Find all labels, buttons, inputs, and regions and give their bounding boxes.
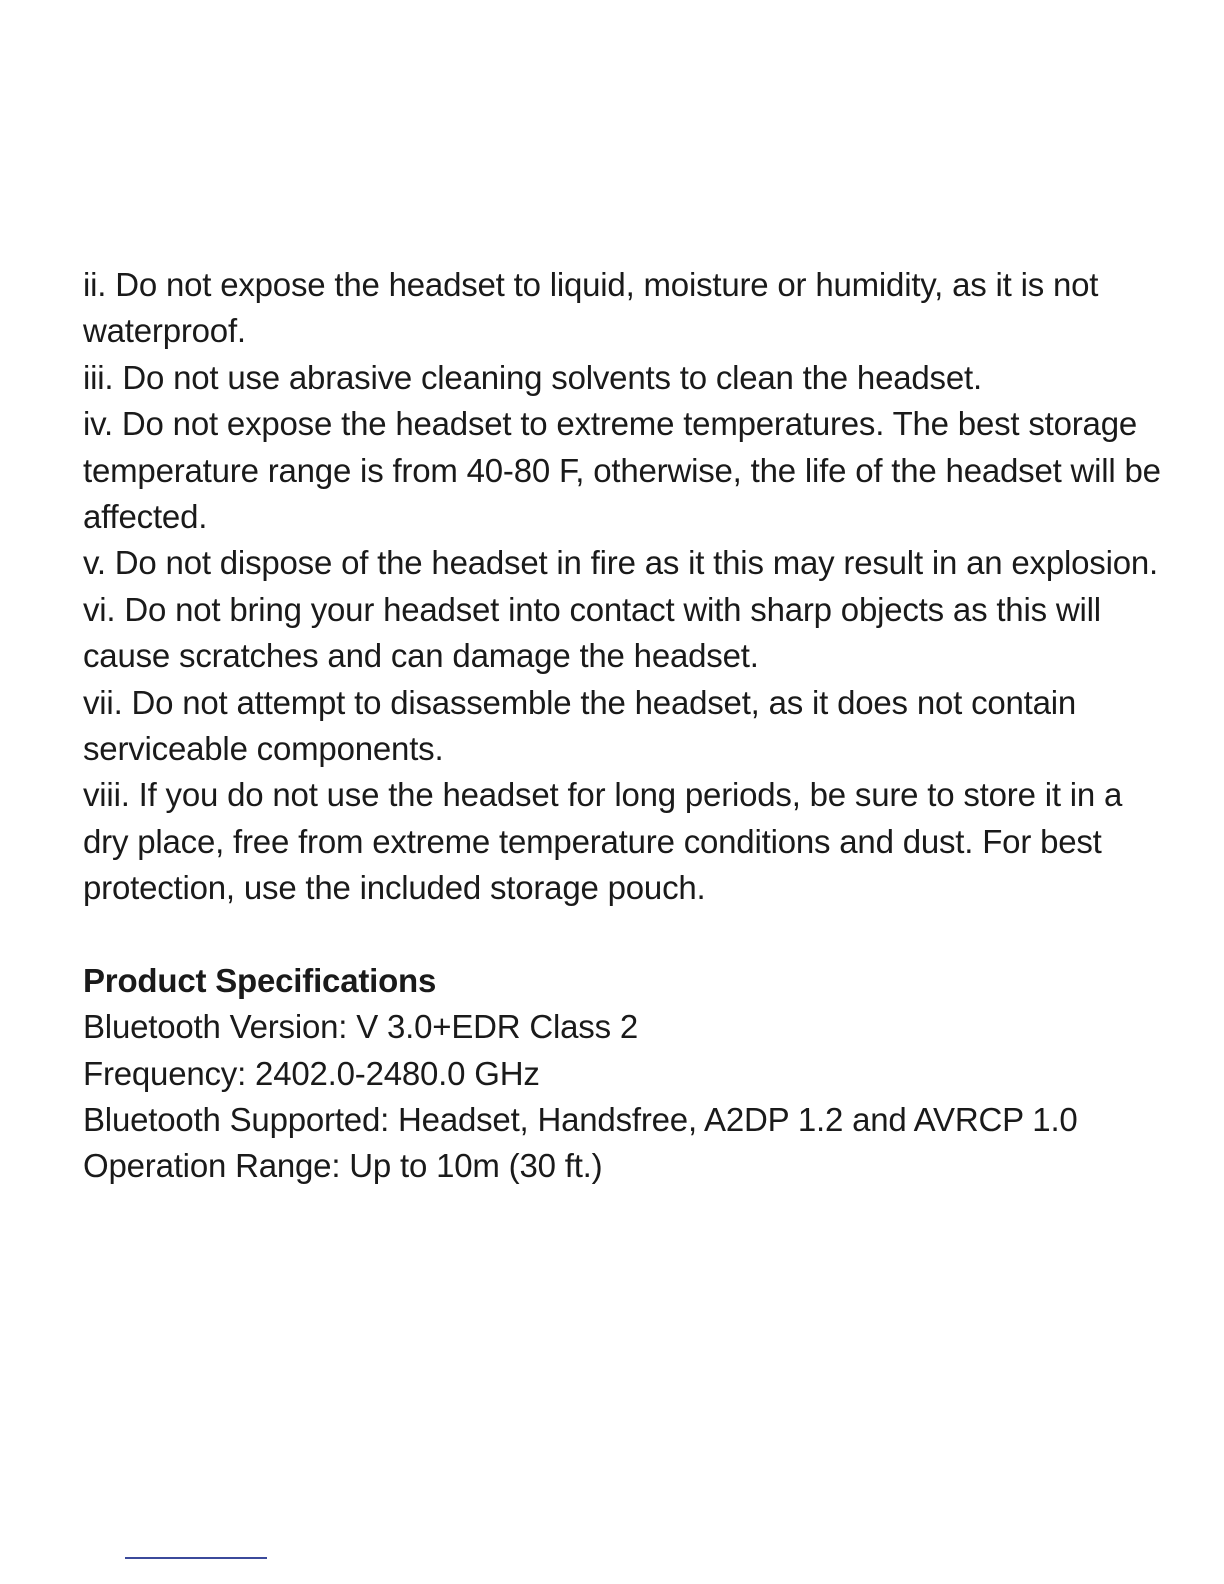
spec-operation-range: Operation Range: Up to 10m (30 ft.) [83,1147,603,1185]
care-item-vii: vii. Do not attempt to disassemble the headset, as it does not contain serviceable components. [83,683,1077,768]
care-item-ii: ii. Do not expose the headset to liquid, moisture or humidity, as it is not waterproof. [83,266,1099,350]
spec-frequency: Frequency: 2402.0-2480.0 GHz [83,1054,540,1092]
care-item-vi: vi. Do not bring your headset into contact with sharp objects as this will cause scratches and can damage the headset. [83,590,1101,675]
section-spacer [83,912,1163,958]
care-item-v: v. Do not dispose of the headset in fire as it this may result in an explosion. [83,544,1159,582]
spec-bluetooth-supported: Bluetooth Supported: Headset, Handsfree, A2DP 1.2 and AVRCP 1.0 [83,1100,1078,1138]
spec-bluetooth-version: Bluetooth Version: V 3.0+EDR Class 2 [83,1008,639,1046]
bottom-divider-line [125,1557,267,1559]
specifications-list [83,1004,1163,1190]
product-specifications-section [83,958,1163,1190]
specifications-heading: Product Specifications [83,961,437,999]
document-page [83,262,1163,1190]
care-instructions-list [83,262,1163,912]
care-item-iii: iii. Do not use abrasive cleaning solvents to clean the headset. [83,358,982,396]
care-item-iv: iv. Do not expose the headset to extreme temperatures. The best storage temperature range is from 40-80 F, otherwise, the life of the headset will be affected. [83,405,1161,536]
care-item-viii: viii. If you do not use the headset for long periods, be sure to store it in a dry place, free from extreme temperature conditions and dust. For best protection, use the included storage pouch. [83,776,1123,907]
